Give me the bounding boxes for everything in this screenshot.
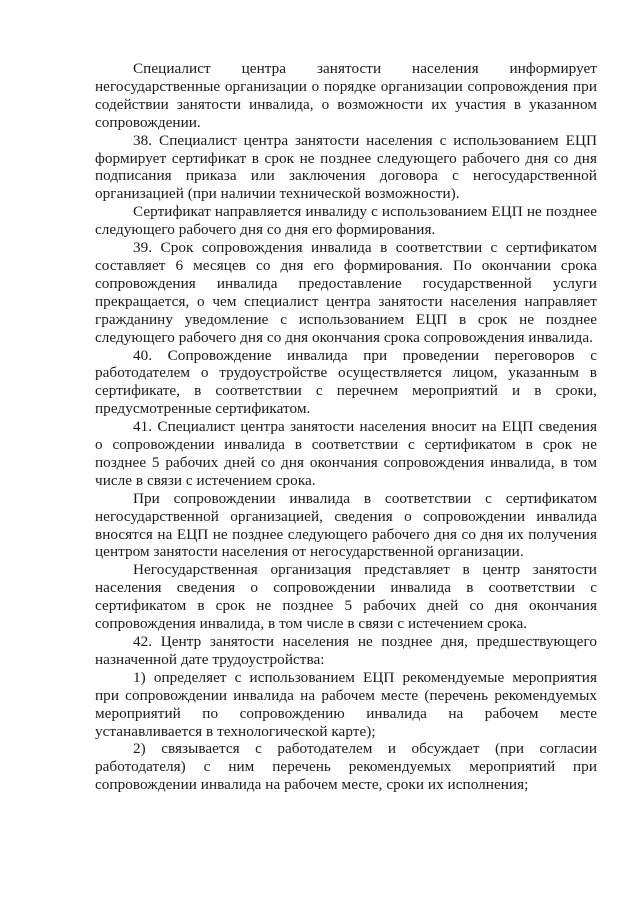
paragraph-38-certificate: Сертификат направляется инвалиду с использованием ЕЦП не позднее следующего рабочего дня со дня его формирования. (95, 203, 597, 239)
paragraph-42-item-2: 2) связывается с работодателем и обсуждает (при согласии работодателя) с ним перечень рекомендуемых мероприятий при сопровождении инвалида на рабочем месте, сроки их исполнения; (95, 740, 597, 794)
document-body (95, 60, 597, 794)
paragraph-intro: Специалист центра занятости населения информирует негосударственные организации о порядке организации сопровождения при содействии занятости инвалида, о возможности их участия в указанном сопровождении. (95, 60, 597, 131)
paragraph-40: 40. Сопровождение инвалида при проведении переговоров с работодателем о трудоустройстве осуществляется лицом, указанным в сертификате, в соответствии с перечнем мероприятий и в сроки, предусмотренные сертификатом. (95, 346, 597, 418)
paragraph-39: 39. Срок сопровождения инвалида в соответствии с сертификатом составляет 6 месяцев со дня его формирования. По окончании срока сопровождения инвалида предоставление государственной услуги прекращается, о чем специалист центра занятости населения направляет гражданину уведомление с использованием ЕЦП в срок не позднее следующего рабочего дня со дня окончания срока сопровождения инвалида. (95, 239, 597, 346)
paragraph-38: 38. Специалист центра занятости населения с использованием ЕЦП формирует сертификат в срок не позднее следующего рабочего дня со дня подписания приказа или заключения договора с негосударственной организацией (при наличии технической возможности). (95, 131, 597, 203)
paragraph-41: 41. Специалист центра занятости населения вносит на ЕЦП сведения о сопровождении инвалида в соответствии с сертификатом в срок не позднее 5 рабочих дней со дня окончания сопровождения инвалида, в том числе в связи с истечением срока. (95, 418, 597, 489)
paragraph-41-ngo-report: Негосударственная организация представляет в центр занятости населения сведения о сопровождении инвалида в соответствии с сертификатом в срок не позднее 5 рабочих дней со дня окончания сопровождения инвалида, в том числе в связи с истечением срока. (95, 561, 597, 633)
paragraph-42: 42. Центр занятости населения не позднее дня, предшествующего назначенной дате трудоустройства: (95, 633, 597, 668)
paragraph-41-ngo: При сопровождении инвалида в соответствии с сертификатом негосударственной организацией, сведения о сопровождении инвалида вносятся на ЕЦП не позднее следующего рабочего дня со дня их получения центром занятости населения от негосударственной организации. (95, 489, 597, 561)
paragraph-42-item-1: 1) определяет с использованием ЕЦП рекомендуемые мероприятия при сопровождении инвалида на рабочем месте (перечень рекомендуемых мероприятий по сопровождению инвалида на рабочем месте устанавливается в технологической карте); (95, 668, 597, 740)
